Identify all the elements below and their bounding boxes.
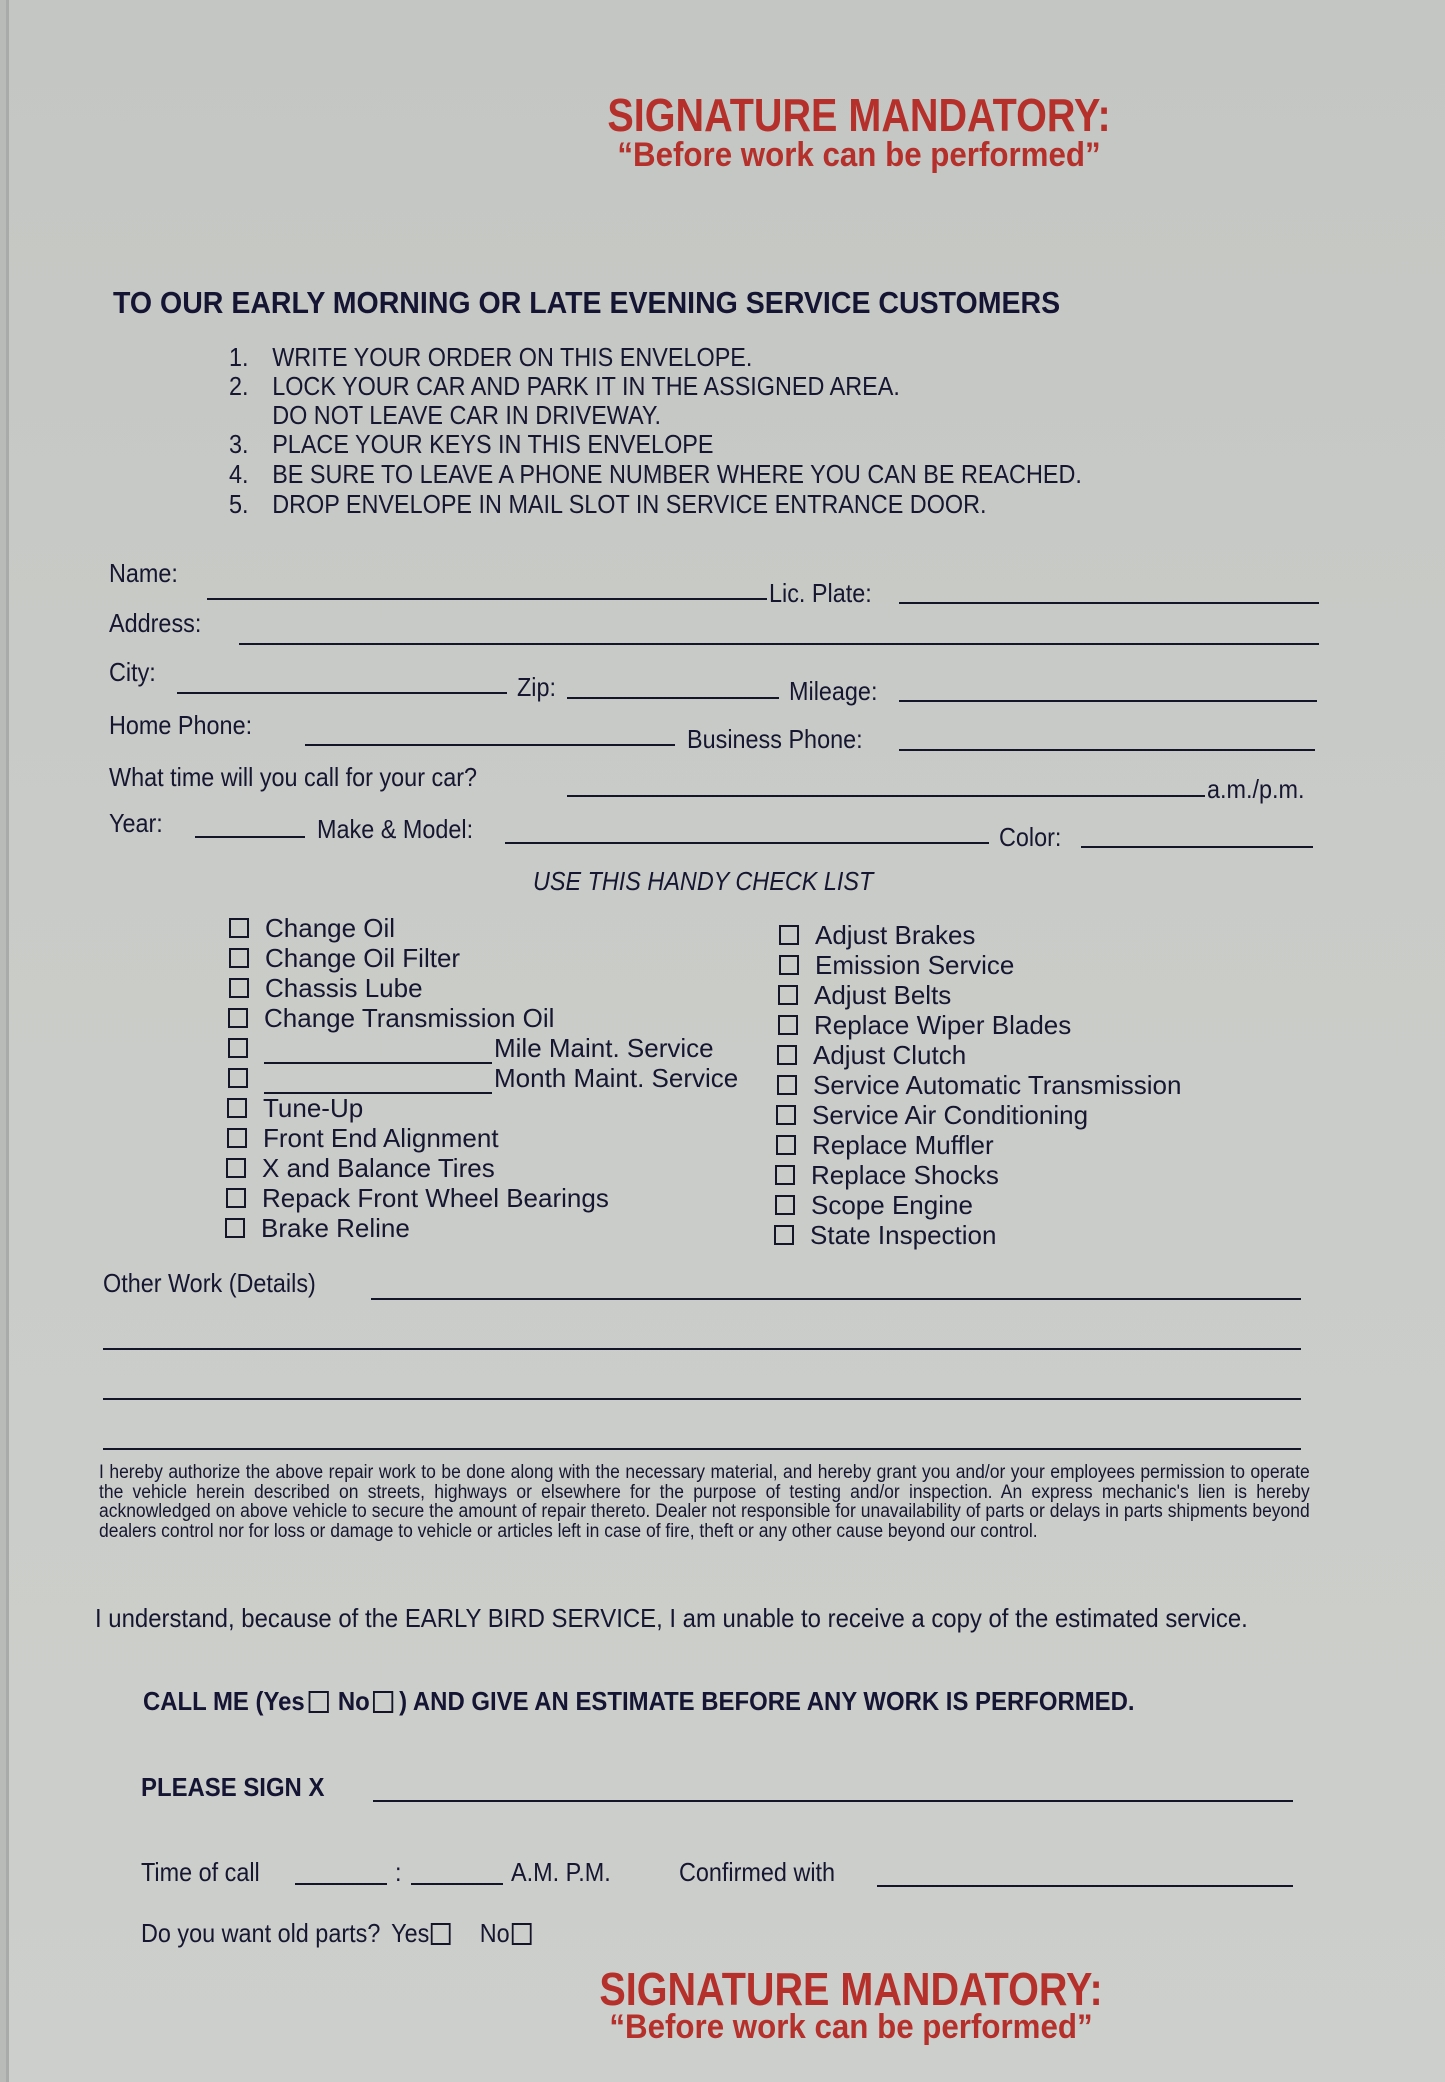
checklist-item[interactable]: X and Balance Tires: [226, 1153, 495, 1183]
other-work-line-3[interactable]: [103, 1398, 1301, 1400]
checkbox[interactable]: [228, 1068, 248, 1088]
checkbox[interactable]: [776, 1135, 796, 1155]
month-blank-field[interactable]: [264, 1072, 492, 1094]
ampm-label: a.m./p.m.: [1207, 774, 1305, 804]
call-me-no-checkbox[interactable]: [373, 1691, 393, 1713]
checkbox[interactable]: [777, 1045, 797, 1065]
confirmed-with-label: Confirmed with: [679, 1857, 836, 1887]
time-of-call-minute-field[interactable]: [411, 1883, 503, 1885]
mile-blank-field[interactable]: [264, 1042, 492, 1064]
checklist-item-mile-maint[interactable]: Mile Maint. Service: [228, 1033, 714, 1063]
time-colon: :: [395, 1857, 402, 1887]
authorization-text: I hereby authorize the above repair work to be done along with the necessary material, and hereby grant you and/or your employees permission to operate the vehicle herein described on streets, highways or elsewhere for the purpose of testing and/or inspection. An express mechanic's lien is hereby acknowledged on above vehicle to secure the amount of repair thereto. Dealer not responsible for unavailability of parts or delays in parts shipments beyond dealers control nor for loss or damage to vehicle or articles left in case of fire, theft or any other cause beyond our control.: [99, 1462, 1310, 1542]
instructions-heading: TO OUR EARLY MORNING OR LATE EVENING SERVICE CUSTOMERS: [113, 285, 1061, 320]
checkbox[interactable]: [774, 1225, 794, 1245]
checkbox[interactable]: [778, 985, 798, 1005]
checklist-item-month-maint[interactable]: Month Maint. Service: [228, 1063, 738, 1093]
make-model-label: Make & Model:: [317, 814, 474, 844]
checklist-item[interactable]: Replace Muffler: [776, 1130, 994, 1160]
checkbox[interactable]: [229, 918, 249, 938]
checkbox[interactable]: [226, 1158, 246, 1178]
confirmed-with-field[interactable]: [877, 1885, 1293, 1887]
checkbox[interactable]: [775, 1195, 795, 1215]
checkbox[interactable]: [229, 978, 249, 998]
checkbox[interactable]: [779, 955, 799, 975]
pickup-time-label: What time will you call for your car?: [109, 762, 478, 792]
city-field[interactable]: [177, 692, 507, 694]
checklist-item[interactable]: Replace Shocks: [775, 1160, 999, 1190]
checkbox[interactable]: [225, 1218, 245, 1238]
business-phone-field[interactable]: [899, 749, 1315, 751]
business-phone-label: Business Phone:: [687, 724, 863, 754]
early-bird-statement: I understand, because of the EARLY BIRD SERVICE, I am unable to receive a copy of the estimated service.: [95, 1603, 1248, 1633]
checklist-item[interactable]: State Inspection: [774, 1220, 996, 1250]
checkbox[interactable]: [779, 925, 799, 945]
checkbox[interactable]: [228, 1038, 248, 1058]
make-model-field[interactable]: [505, 842, 989, 844]
checklist-item[interactable]: Chassis Lube: [229, 973, 423, 1003]
city-label: City:: [109, 657, 156, 687]
pickup-time-field[interactable]: [567, 795, 1205, 797]
checklist-item[interactable]: Replace Wiper Blades: [778, 1010, 1071, 1040]
other-work-line-1[interactable]: [371, 1298, 1301, 1300]
lic-plate-label: Lic. Plate:: [769, 578, 872, 608]
checkbox[interactable]: [778, 1015, 798, 1035]
other-work-line-4[interactable]: [103, 1448, 1301, 1450]
year-label: Year:: [109, 808, 163, 838]
other-work-label: Other Work (Details): [103, 1268, 316, 1298]
checklist-item[interactable]: Emission Service: [779, 950, 1014, 980]
name-field[interactable]: [207, 598, 767, 600]
instruction-step: 5. DROP ENVELOPE IN MAIL SLOT IN SERVICE ENTRANCE DOOR.: [229, 489, 987, 519]
zip-label: Zip:: [517, 672, 557, 702]
call-me-yes-checkbox[interactable]: [308, 1691, 328, 1713]
color-field[interactable]: [1081, 846, 1313, 848]
old-parts-yes-checkbox[interactable]: [431, 1923, 451, 1945]
checklist-item[interactable]: Service Air Conditioning: [776, 1100, 1088, 1130]
service-envelope-form: [6, 0, 1445, 2082]
checklist-item[interactable]: Service Automatic Transmission: [777, 1070, 1181, 1100]
checklist-item[interactable]: Change Transmission Oil: [228, 1003, 554, 1033]
lic-plate-field[interactable]: [899, 602, 1319, 604]
signature-field[interactable]: [373, 1800, 1293, 1802]
checkbox[interactable]: [777, 1075, 797, 1095]
call-me-line: CALL ME (Yes No ) AND GIVE AN ESTIMATE BEFORE ANY WORK IS PERFORMED.: [143, 1686, 1135, 1716]
checkbox[interactable]: [228, 1008, 248, 1028]
zip-field[interactable]: [567, 697, 779, 699]
checklist-item[interactable]: Adjust Clutch: [777, 1040, 966, 1070]
instruction-step: 4. BE SURE TO LEAVE A PHONE NUMBER WHERE YOU CAN BE REACHED.: [229, 459, 1082, 489]
checkbox[interactable]: [227, 1098, 247, 1118]
checkbox[interactable]: [227, 1128, 247, 1148]
checklist-item[interactable]: Front End Alignment: [227, 1123, 499, 1153]
old-parts-no-checkbox[interactable]: [511, 1923, 531, 1945]
old-parts-line: Do you want old parts? Yes No: [141, 1918, 537, 1949]
instruction-step: 1. WRITE YOUR ORDER ON THIS ENVELOPE.: [229, 342, 753, 372]
checklist-item[interactable]: Change Oil: [229, 913, 395, 943]
checklist-item[interactable]: Repack Front Wheel Bearings: [226, 1183, 609, 1213]
instruction-step: DO NOT LEAVE CAR IN DRIVEWAY.: [272, 400, 661, 430]
mileage-field[interactable]: [899, 700, 1317, 702]
checklist-item[interactable]: Scope Engine: [775, 1190, 973, 1220]
checkbox[interactable]: [776, 1105, 796, 1125]
checkbox[interactable]: [229, 948, 249, 968]
color-label: Color:: [999, 822, 1062, 852]
mileage-label: Mileage:: [789, 676, 878, 706]
checklist-item[interactable]: Brake Reline: [225, 1213, 410, 1243]
checkbox[interactable]: [775, 1165, 795, 1185]
please-sign-label: PLEASE SIGN X: [141, 1772, 325, 1802]
signature-mandatory-footer-subtitle: “Before work can be performed”: [609, 2008, 1093, 2046]
instruction-step: 2. LOCK YOUR CAR AND PARK IT IN THE ASSIGNED AREA.: [229, 371, 900, 401]
checklist-item[interactable]: Adjust Belts: [778, 980, 951, 1010]
address-field[interactable]: [239, 643, 1319, 645]
checklist-item[interactable]: Change Oil Filter: [229, 943, 460, 973]
checkbox[interactable]: [226, 1188, 246, 1208]
signature-mandatory-subtitle: “Before work can be performed”: [617, 136, 1101, 174]
other-work-line-2[interactable]: [103, 1348, 1301, 1350]
time-of-call-hour-field[interactable]: [295, 1883, 387, 1885]
am-pm-label: A.M. P.M.: [511, 1857, 611, 1887]
home-phone-label: Home Phone:: [109, 710, 253, 740]
name-label: Name:: [109, 558, 178, 588]
home-phone-field[interactable]: [305, 744, 675, 746]
year-field[interactable]: [195, 836, 305, 838]
instruction-step: 3. PLACE YOUR KEYS IN THIS ENVELOPE: [229, 429, 714, 459]
signature-mandatory-title: SIGNATURE MANDATORY:: [607, 89, 1111, 141]
checklist-title: USE THIS HANDY CHECK LIST: [533, 866, 874, 896]
address-label: Address:: [109, 608, 202, 638]
checklist-item[interactable]: Tune-Up: [227, 1093, 363, 1123]
checklist-item[interactable]: Adjust Brakes: [779, 920, 975, 950]
time-of-call-label: Time of call: [141, 1857, 260, 1887]
signature-mandatory-footer-title: SIGNATURE MANDATORY:: [599, 1963, 1103, 2015]
